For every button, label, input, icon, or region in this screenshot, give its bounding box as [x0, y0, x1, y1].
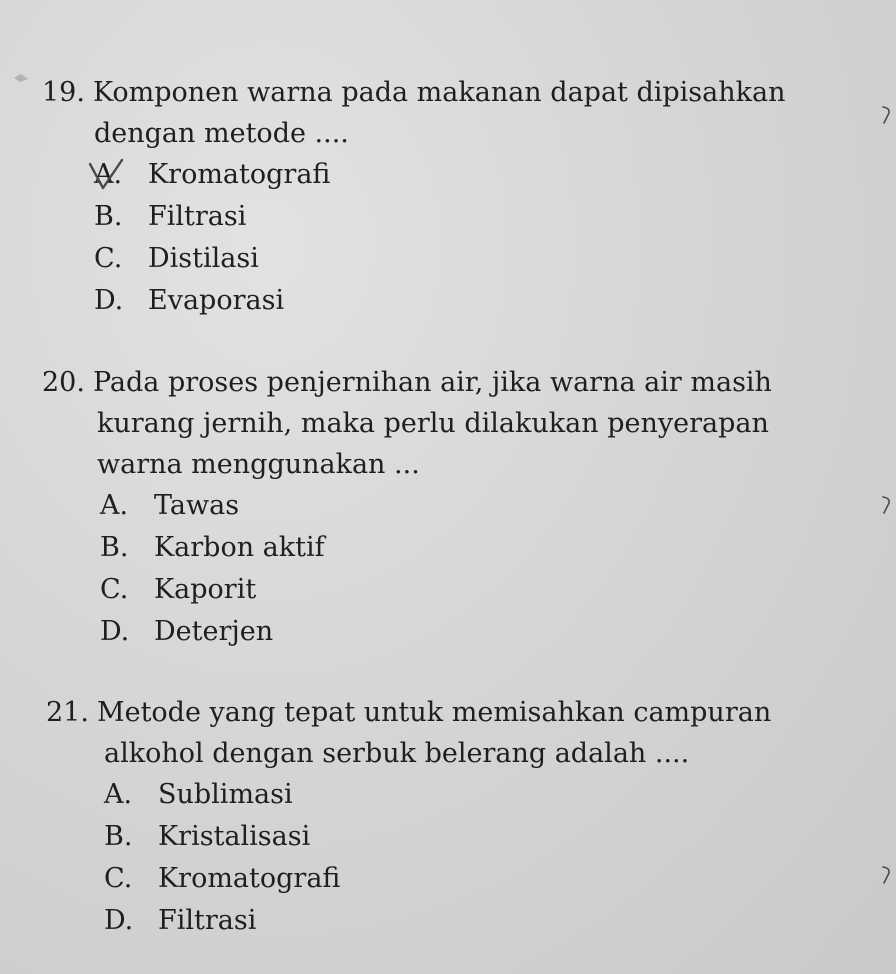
- option-letter: B.: [94, 201, 123, 232]
- question-21: [46, 692, 771, 942]
- option-letter: D.: [104, 905, 134, 936]
- question-stem-line: [42, 444, 772, 485]
- option-letter: A.: [100, 490, 129, 521]
- margin-tick-icon: [880, 864, 892, 886]
- question-stem-line: [42, 72, 786, 113]
- option-list: [42, 485, 772, 653]
- question-stem-text: Komponen warna pada makanan dapat dipisahkan: [92, 77, 786, 108]
- option-letter: C.: [94, 243, 123, 274]
- option-letter: D.: [94, 285, 124, 316]
- question-stem-text: alkohol dengan serbuk belerang adalah ....: [104, 738, 690, 769]
- option-c[interactable]: [104, 858, 771, 900]
- question-stem-line: [42, 362, 772, 403]
- question-stem-text: Metode yang tepat untuk memisahkan campuran: [96, 697, 772, 728]
- option-list: [46, 774, 771, 942]
- question-stem-line: [42, 403, 772, 444]
- question-stem-line: [42, 113, 786, 154]
- option-letter: A.: [94, 159, 123, 190]
- option-text: Kaporit: [154, 574, 257, 605]
- option-b[interactable]: [100, 527, 772, 569]
- question-stem-text: Pada proses penjernihan air, jika warna air masih: [92, 367, 772, 398]
- option-text: Kristalisasi: [158, 821, 311, 852]
- option-letter: C.: [104, 863, 133, 894]
- question-stem-text: kurang jernih, maka perlu dilakukan penyerapan: [97, 408, 769, 439]
- option-text: Karbon aktif: [154, 532, 325, 563]
- option-text: Kromatografi: [148, 159, 331, 190]
- option-c[interactable]: [94, 238, 786, 280]
- option-text: Evaporasi: [148, 285, 285, 316]
- option-c[interactable]: [100, 569, 772, 611]
- option-letter: D.: [100, 616, 130, 647]
- option-b[interactable]: [104, 816, 771, 858]
- pencil-smudge-icon: [12, 70, 30, 84]
- option-a[interactable]: [94, 154, 786, 196]
- option-d[interactable]: [104, 900, 771, 942]
- option-letter: C.: [100, 574, 129, 605]
- question-stem-line: [46, 692, 771, 733]
- option-text: Filtrasi: [158, 905, 257, 936]
- option-text: Tawas: [154, 490, 240, 521]
- option-a[interactable]: [104, 774, 771, 816]
- margin-tick-icon: [880, 104, 892, 126]
- question-number: 20.: [42, 367, 85, 398]
- option-text: Filtrasi: [148, 201, 247, 232]
- option-text: Sublimasi: [158, 779, 293, 810]
- option-a[interactable]: [100, 485, 772, 527]
- option-list: [42, 154, 786, 322]
- option-letter: B.: [100, 532, 129, 563]
- question-number: 21.: [46, 697, 89, 728]
- option-b[interactable]: [94, 196, 786, 238]
- option-letter: A.: [104, 779, 133, 810]
- question-number: 19.: [42, 77, 85, 108]
- question-stem-line: [46, 733, 771, 774]
- question-stem-text: warna menggunakan ...: [97, 449, 420, 480]
- option-text: Deterjen: [154, 616, 274, 647]
- option-d[interactable]: [100, 611, 772, 653]
- option-text: Distilasi: [148, 243, 259, 274]
- option-d[interactable]: [94, 280, 786, 322]
- option-text: Kromatografi: [158, 863, 341, 894]
- question-19: [42, 72, 786, 322]
- question-20: [42, 362, 772, 653]
- option-letter: B.: [104, 821, 133, 852]
- margin-tick-icon: [880, 494, 892, 516]
- question-stem-text: dengan metode ....: [94, 118, 349, 149]
